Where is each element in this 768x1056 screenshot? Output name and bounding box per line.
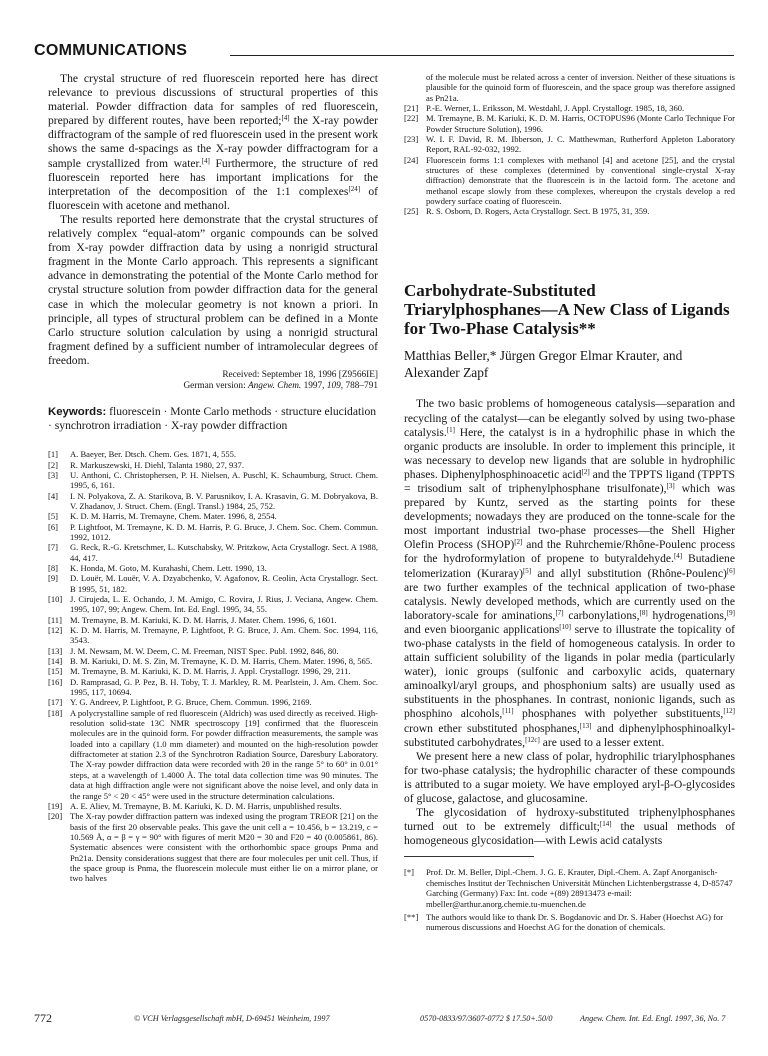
article-paragraph-3: The glycosidation of hydroxy-substituted triphenylphosphanes turned out to be extremely difficult;[14] the usual methods of homogeneous glycosidation—with Lewis acid catalysts xyxy=(404,806,735,848)
author-list: Matthias Beller,* Jürgen Gregor Elmar Krauter, and Alexander Zapf xyxy=(404,348,683,380)
reference-list-left xyxy=(48,449,378,883)
footnotes xyxy=(404,867,735,932)
keywords-text: fluorescein · Monte Carlo methods · structure elucidation · synchrotron irradiation · X-ray powder diffraction xyxy=(48,404,377,433)
body-paragraph-2: The results reported here demonstrate that the crystal structures of relatively complex “equal-atom” organic compounds can be solved from X-ray powder diffraction data by using a nonrigid structural fragment in the Monte Carlo approach. This represents a significant advance in demonstrating the potential of the Monte Carlo method for crystal structure solution from powder diffraction data for the general case in which the molecular geometry is not known a priori. In principle, all types of structural problem can be defined in a Monte Carlo structure solution calculation by using a nonrigid structural fragment defined by a sufficient number of intramolecular degrees of freedom. xyxy=(48,212,378,367)
received-note xyxy=(48,370,378,393)
reference-item: [18] A polycrystalline sample of red fluorescein (Aldrich) was used directly as received. High-resolution solid-state 13C NMR spectroscopy [19] confirmed that the fluorescein molecules are in the quinoid form. For powder diffraction measurements, the sample was loaded into a capillary (1.0 mm diameter) and mounted on the high-resolution powder diffractometer at station 2.3 of the Synchrotron Radiation Source, Daresbury Laboratory. The X-ray powder diffraction data were recorded with 2θ in the range 5° to 60° in 0.01° steps, at a wavelength of 1.4000 Å. The total data collection time was 90 minutes. The data at high diffraction angle were not significant above the noise level, and only data in the range 5° < 2θ < 45° were used in the structure determination calculations. xyxy=(48,707,378,801)
article-title: Carbohydrate-Substituted Triarylphosphanes—A New Class of Ligands for Two-Phase Catalysis** xyxy=(404,280,730,339)
section-header xyxy=(34,42,734,60)
reference-item: [23] W. I. F. David, R. M. Ibberson, J. C. Matthewman, Rutherford Appleton Laboratory Report, RAL-92-032, 1992. xyxy=(404,134,735,155)
issn-line: 0570-0833/97/3607-0772 $ 17.50+.50/0 xyxy=(420,1014,553,1023)
reference-item: [20] The X-ray powder diffraction pattern was indexed using the program TREOR [21] on the basis of the first 20 observable peaks. This gave the unit cell a = 10.456, b = 13.219, c = 10.569 Å, α = β = γ = 90° with figures of merit M20 = 30 and F20 = 40 (0.005861, 86). Systematic absences were consistent with the orthorhombic space groups Pnma and Pn21a. Density considerations suggest that there are four molecules per unit cell. Thus, if the space group is Pnma, the fluorescein molecule must either lie on a mirror plane, or two halves xyxy=(48,811,378,884)
footnote-affiliation: [*] Prof. Dr. M. Beller, Dipl.-Chem. J. G. E. Krauter, Dipl.-Chem. A. Zapf Anorganisch-chemisches Institut der Technischen Universität München Lichtenbergstrasse 4, D-85747 Garching (Germany) Fax: Int. code +(89) 28913473 e-mail: mbeller@arthur.anorg.chemie.tu-muenchen.de xyxy=(404,867,733,909)
publisher-line: © VCH Verlagsgesellschaft mbH, D-69451 Weinheim, 1997 xyxy=(134,1014,330,1023)
keywords-label: Keywords: xyxy=(48,405,107,418)
reference-item: [17] Y. G. Andreev, P. Lightfoot, P. G. Bruce, Chem. Commun. 1996, 2169. xyxy=(48,697,312,708)
reference-item: [22] M. Tremayne, B. M. Kariuki, K. D. M. Harris, OCTOPUS96 (Monte Carlo Technique For Powder Structure Solution), 1996. xyxy=(404,113,735,134)
reference-list-right xyxy=(404,103,735,217)
reference-item: [13] J. M. Newsam, M. W. Deem, C. M. Freeman, NIST Spec. Publ. 1992, 846, 80. xyxy=(48,645,339,656)
reference-item: [10] J. Cirujeda, L. E. Ochando, J. M. Amigo, C. Rovira, J. Rius, J. Veciana, Angew. Chem. 1995, 107, 99; Angew. Chem. Int. Ed. Engl. 1995, 34, 55. xyxy=(48,593,378,615)
right-column xyxy=(404,72,735,933)
footnote-rule xyxy=(404,856,534,857)
article-body xyxy=(404,397,735,848)
reference-item: [9] D. Louër, M. Louër, V. A. Dzyabchenko, V. Agafonov, R. Ceolin, Acta Crystallogr. Sect. B 1995, 51, 182. xyxy=(48,573,378,594)
received-date: Received: September 18, 1996 [Z9566IE] xyxy=(222,369,378,380)
reference-item: [19] A. E. Aliev, M. Tremayne, B. M. Kariuki, K. D. M. Harris, unpublished results. xyxy=(48,800,342,811)
footnote-acknowledgment: [**] The authors would like to thank Dr. S. Bogdanovic and Dr. S. Haber (Hoechst AG) for numerous discussions and Hoechst AG for the donation of chemicals. xyxy=(404,912,724,933)
reference-item: [16] D. Ramprasad, G. P. Pez, B. H. Toby, T. J. Markley, R. M. Pearlstein, J. Am. Chem. Soc. 1995, 117, 10694. xyxy=(48,676,378,698)
reference-item: [25] R. S. Osborn, D. Rogers, Acta Crystallogr. Sect. B 1975, 31, 359. xyxy=(404,206,650,217)
reference-item: [6] P. Lightfoot, M. Tremayne, K. D. M. Harris, P. G. Bruce, J. Chem. Soc. Chem. Commun. 1992, 1012. xyxy=(48,521,378,542)
reference-item: [1] A. Baeyer, Ber. Dtsch. Chem. Ges. 1871, 4, 555. xyxy=(48,449,237,460)
reference-item: [4] I. N. Polyakova, Z. A. Starikova, B. V. Parusnikov, I. A. Krasavin, G. M. Dobryakova, B. V. Zhadanov, J. Struct. Chem. (Engl. Transl.) 1984, 25, 752. xyxy=(48,490,378,511)
page-footer xyxy=(34,1012,746,1026)
reference-item: [11] M. Tremayne, B. M. Kariuki, K. D. M. Harris, J. Mater. Chem. 1996, 6, 1601. xyxy=(48,614,337,625)
page-number: 772 xyxy=(34,1011,52,1025)
german-version: German version: Angew. Chem. 1997, 109, 788–791 xyxy=(183,381,378,392)
left-column xyxy=(48,72,378,884)
reference-item: [7] G. Reck, R.-G. Kretschmer, L. Kutschabsky, W. Pritzkow, Acta Crystallogr. Sect. A 1988, 44, 417. xyxy=(48,542,378,563)
section-title: COMMUNICATIONS xyxy=(34,42,188,59)
reference-item: [21] P.-E. Werner, L. Eriksson, M. Westdahl, J. Appl. Crystallogr. 1985, 18, 360. xyxy=(404,103,685,114)
reference-item: [2] R. Markuszewski, H. Diehl, Talanta 1980, 27, 937. xyxy=(48,459,244,470)
reference-item: [5] K. D. M. Harris, M. Tremayne, Chem. Mater. 1996, 8, 2554. xyxy=(48,511,277,522)
reference-20-continued: of the molecule must be related across a center of inversion. Neither of these situations is plausible for the quinoid form of fluorescein, and the space group was therefore assigned as Pn21a. xyxy=(426,72,735,103)
reference-item: [3] U. Anthoni, C. Christophersen, P. H. Nielsen, A. Puschl, K. Schaumburg, Struct. Chem. 1995, 6, 161. xyxy=(48,469,378,491)
article-paragraph-1: The two basic problems of homogeneous catalysis—separation and recycling of the catalyst—can be elegantly solved by using two-phase catalysis.[1] Here, the catalyst is in a hydrophilic phase in which the organic products are insoluble. In order to implement this principle, it was necessary to develop new ligands that are soluble in hydrophilic phases. Diphenylphosphinoacetic acid[2] and the TPPTS ligand (TPPTS = trisodium salt of triphenylphosphane trisulfonate),[3] which was prepared by Kuntz, served as the starting points for these developments; nowadays they are produced on the tonne-scale for the most important industrial two-phase processes—the Shell Higher Olefin Process (SHOP)[2] and the Ruhrchemie/Rhône-Poulenc process for the hydroformylation of propene to butyraldehyde.[4] Butadiene telomerization (Kuraray)[5] and allyl substitution (Rhône-Poulenc)[6] are two further examples of the technical application of two-phase catalysis. Newly developed methods, which are currently used on the laboratory-scale for aminations,[7] carbonylations,[8] hydrogenations,[9] and even bioorganic applications[10] serve to illustrate the topicality of two-phase catalysts in the field of homogeneous catalysis. In order to attain sufficient solubility of the ligands in polar media (particularly water), ionic groups (sulfonic and carboxylic acids, quaternary aminoalkyl/aryl groups, and phosphonium salts) are usually used as substituents in the phosphanes. In contrast, nonionic ligands, such as phosphino alcohols,[11] phosphanes with polyether substituents,[12] crown ether substituted phosphanes,[13] and diphenylphosphinoalkyl-substituted carbohydrates,[12c] are used to a lesser extent. xyxy=(404,397,736,749)
article-paragraph-2: We present here a new class of polar, hydrophilic triarylphosphanes for two-phase catalysis; the hydrophilic character of these compounds is attributed to a sugar moiety. We have employed aryl-β-O-glycosides of glucose, galactose, and glucosamine. xyxy=(404,749,735,806)
reference-item: [15] M. Tremayne, B. M. Kariuki, K. D. M. Harris, J. Appl. Crystallogr. 1996, 29, 211. xyxy=(48,666,351,677)
body-paragraph-1: The crystal structure of red fluorescein reported here has direct relevance to previous discussions of structural properties of this material. Powder diffraction data for samples of red fluorescein, prepared by different routes, have been reported;[4] the X-ray powder diffractogram of the sample of red fluorescein used in the present work shows the same d-spacings as the X-ray powder diffractogram for a sample crystallized from water.[4] Furthermore, the structure of red fluorescein reported here has important implications for the interpretation of the decomposition of the 1:1 complexes[24] of fluorescein with acetone and methanol. xyxy=(48,72,379,212)
reference-item: [14] B. M. Kariuki, D. M. S. Zin, M. Tremayne, K. D. M. Harris, Chem. Mater. 1996, 8, 565. xyxy=(48,656,373,667)
reference-item: [12] K. D. M. Harris, M. Tremayne, P. Lightfoot, P. G. Bruce, J. Am. Chem. Soc. 1994, 116, 3543. xyxy=(48,625,378,646)
header-rule xyxy=(230,55,734,56)
reference-item: [24] Fluorescein forms 1:1 complexes with methanol [4] and acetone [25], and the crystal structures of these complexes (determined by conventional single-crystal X-ray diffraction) demonstrate that the fluorescein is in the lactoid form. The acetone and methanol escape slowly from these complexes, whereupon the crystals develop a red powdery surface coating of fluorescein. xyxy=(404,154,735,207)
reference-item: [8] K. Honda, M. Goto, M. Kurahashi, Chem. Lett. 1990, 13. xyxy=(48,562,267,573)
journal-citation: Angew. Chem. Int. Ed. Engl. 1997, 36, No. 7 xyxy=(580,1014,726,1023)
keywords xyxy=(48,405,378,433)
